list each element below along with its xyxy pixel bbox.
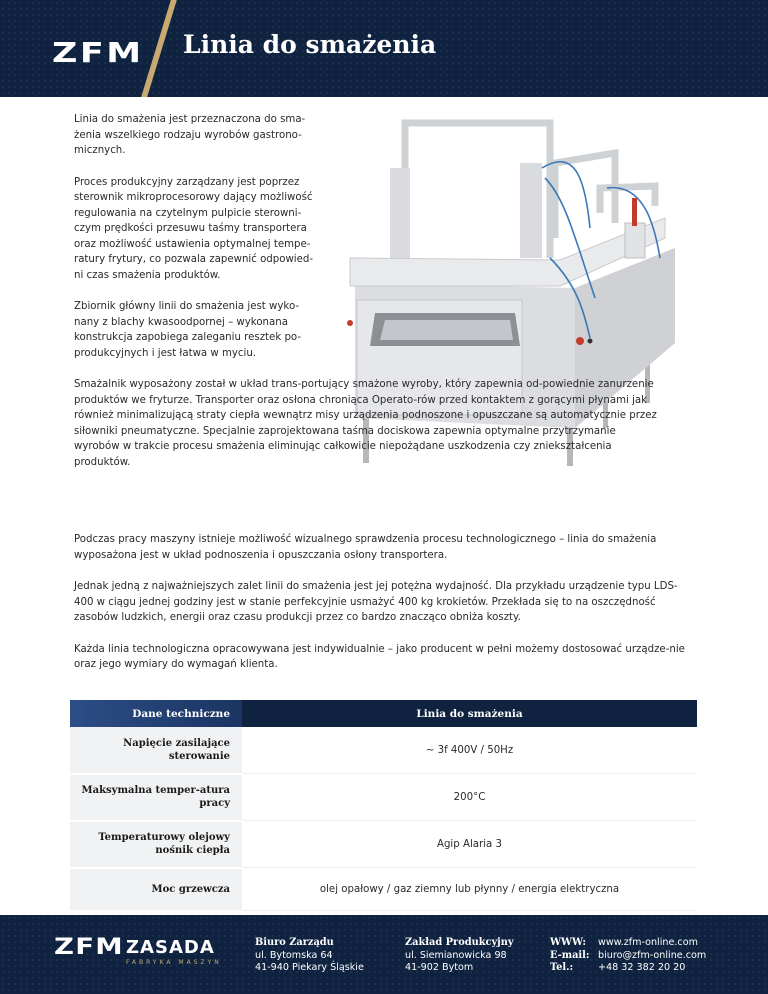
page-header	[0, 0, 768, 97]
spec-header-right: Linia do smażenia	[242, 700, 697, 727]
spec-value: 200°C	[242, 774, 697, 821]
phone-number: +48 32 382 20 20	[598, 962, 686, 973]
spec-label: Napięcie zasilające sterowanie	[70, 727, 242, 774]
footer-logo-tagline: FABRYKA MASZYN	[126, 959, 222, 966]
table-row	[70, 774, 697, 821]
spec-value: ~ 3f 400V / 50Hz	[242, 727, 697, 774]
website-link[interactable]: www.zfm-online.com	[598, 937, 698, 948]
tel-label: Tel.:	[550, 962, 574, 973]
intro-paragraph-3: Zbiornik główny linii do smażenia jest wyko-nany z blachy kwasoodpornej – wykonana konstrukcja zapobiega zaleganiu resztek po-produkcyjnych i jest łatwa w myciu.	[74, 301, 302, 359]
spec-table-header	[70, 700, 697, 727]
office-address-line: 41-940 Piekary Śląskie	[255, 962, 364, 973]
table-row	[70, 727, 697, 774]
plant-title: Zakład Produkcyjny	[405, 937, 514, 948]
spec-label: Maksymalna temper-atura pracy	[70, 774, 242, 821]
email-link[interactable]: biuro@zfm-online.com	[598, 949, 707, 961]
plant-address-line: ul. Siemianowicka 98	[405, 949, 507, 961]
table-row	[70, 868, 697, 911]
table-row	[70, 821, 697, 868]
spec-header-left: Dane techniczne	[70, 700, 242, 727]
body-paragraph-6: Jednak jedną z najważniejszych zalet linii do smażenia jest jej potężna wydajność. Dla przykładu urządzenie typu LDS-400 w ciągu jednej godziny jest w stanie perfekcyjnie usmażyć 400 kg krokietów. Przekłada się to na oszczędność zasobów ludzkich, energii oraz czasu produkcji przez co bardzo znacząco obniża koszty.	[74, 581, 678, 623]
zfm-logo: ZFM	[52, 36, 144, 69]
spec-table	[70, 700, 697, 912]
intro-paragraph-1: Linia do smażenia jest przeznaczona do sma-żenia wszelkiego rodzaju wyrobów gastrono-micznych.	[74, 114, 306, 156]
page-title: Linia do smażenia	[183, 30, 437, 59]
intro-text	[74, 112, 664, 486]
footer-logo-zasada: ZASADA	[126, 937, 215, 958]
footer-contact-values	[598, 937, 706, 975]
zfm-zasada-logo	[54, 935, 222, 966]
spec-label: Moc grzewcza	[70, 868, 242, 911]
footer-office	[255, 937, 364, 975]
intro-paragraph-4: Smażalnik wyposażony został w układ trans-portujący smażone wyroby, który zapewnia od-powiednie zanurzenie produktów we fryturze. Transporter oraz osłona chroniąca Operato-rów przed kontaktem z gorącymi płynami jak również minimalizującą straty ciepła wewnątrz misy urządzenia podnoszone i opuszczane są automatycznie przez siłowniki pneumatyczne. Specjalnie zaprojektowana taśma dociskowa zapewnia optymalne przytrzymanie wyrobów w trakcie procesu smażenia eliminując całkowicie niepożądane uszkodzenia czy zniekształcenia produktów.	[74, 379, 657, 468]
page-footer	[0, 915, 768, 994]
spec-label: Temperaturowy olejowy nośnik ciepła	[70, 821, 242, 868]
www-label: WWW:	[550, 937, 586, 948]
intro-paragraph-2: Proces produkcyjny zarządzany jest poprzez sterownik mikroprocesorowy dający możliwość regulowania na czytelnym pulpicie sterowni-czym prędkości przesuwu taśmy transportera oraz możliwość ustawienia optymalnej tempe-ratury frytury, co pozwala zapewnić odpowied-ni czas smażenia produktów.	[74, 176, 314, 281]
body-paragraph-5: Podczas pracy maszyny istnieje możliwość wizualnego sprawdzenia procesu technologicznego – linia do smażenia wyposażona jest w układ podnoszenia i opuszczania osłony transportera.	[74, 534, 657, 561]
spec-value: Agip Alaria 3	[242, 821, 697, 868]
body-paragraph-7: Każda linia technologiczna opracowywana jest indywidualnie – jako producent w pełni możemy dostosować urządze-nie oraz jego wymiary do wymagań klienta.	[74, 643, 685, 670]
office-address-line: ul. Bytomska 64	[255, 949, 333, 961]
office-title: Biuro Zarządu	[255, 937, 334, 948]
spec-value: olej opałowy / gaz ziemny lub płynny / energia elektryczna	[242, 868, 697, 911]
footer-contact-labels	[550, 937, 590, 975]
footer-plant	[405, 937, 514, 975]
footer-logo-zfm: ZFM	[54, 935, 124, 960]
email-label: E-mail:	[550, 949, 590, 961]
plant-address-line: 41-902 Bytom	[405, 962, 474, 973]
body-text	[74, 532, 696, 689]
